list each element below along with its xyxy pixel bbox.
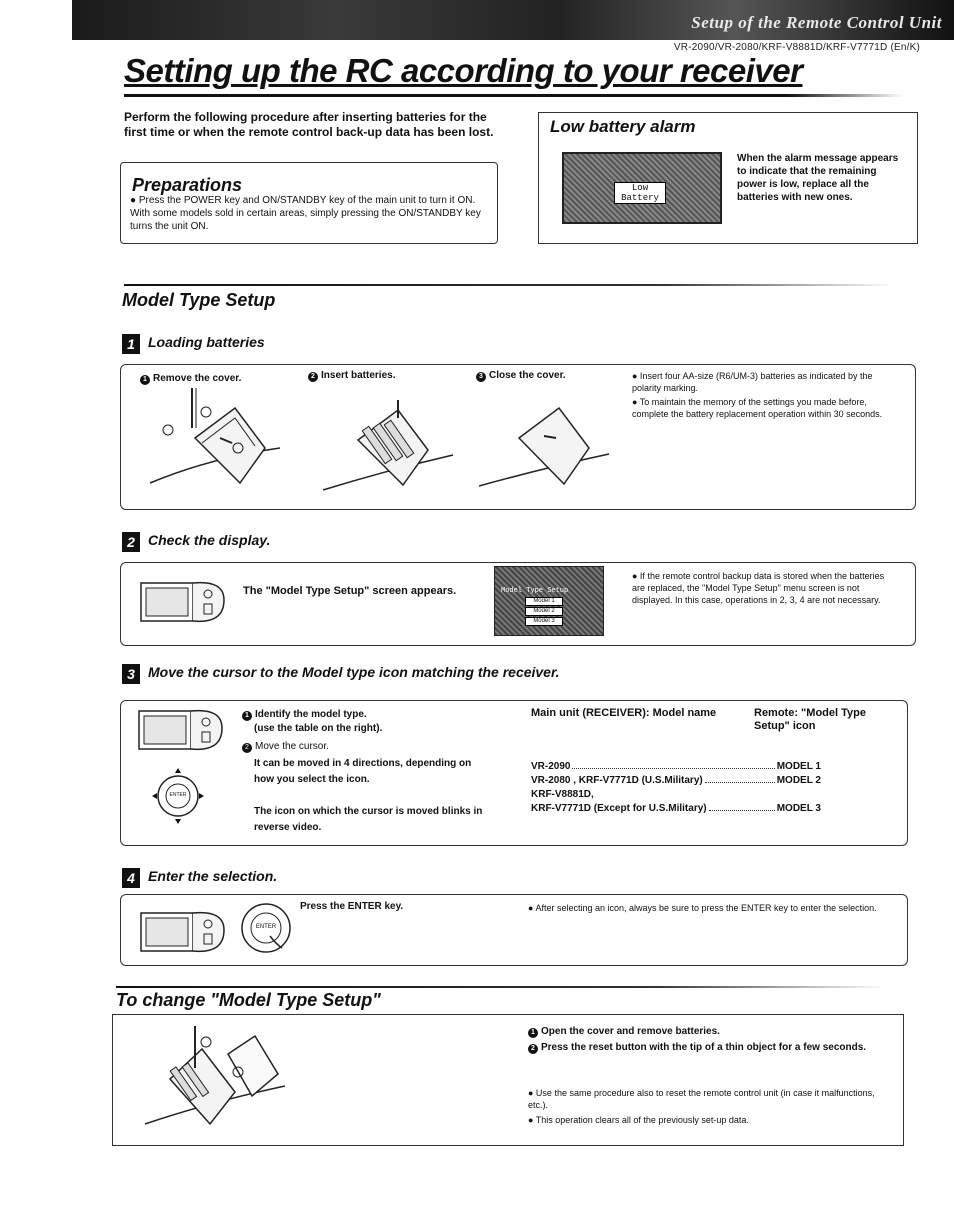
circle-number-1-icon: 1	[242, 711, 252, 721]
step-1-sub2: 2 Insert batteries.	[308, 369, 395, 382]
step-2-text: The "Model Type Setup" screen appears.	[243, 585, 457, 597]
low-battery-text: When the alarm message appears to indicate that the remaining power is low, replace all the batteries with new ones.	[737, 153, 899, 203]
circle-number-1-icon: 1	[528, 1028, 538, 1038]
step-3-title: Move the cursor to the Model type icon matching the receiver.	[148, 664, 560, 680]
step-4-text: Press the ENTER key.	[300, 901, 404, 912]
step-1-sub1: 1 Remove the cover.	[140, 372, 241, 385]
step-1-sub3: 3 Close the cover.	[476, 369, 566, 382]
dpad-enter-label: ENTER	[169, 792, 187, 798]
change-note-2: ● This operation clears all of the previously set-up data.	[528, 1115, 749, 1125]
circle-number-2-icon: 2	[308, 372, 318, 382]
remote-display-icon-3	[140, 910, 226, 956]
table-row: KRF-V8881D,	[531, 789, 594, 800]
low-battery-title: Low battery alarm	[550, 117, 696, 136]
change-setup-title: To change "Model Type Setup"	[116, 990, 381, 1010]
preparations-text: ● Press the POWER key and ON/STANDBY key of the main unit to turn it ON. With some models sold in certain areas, simply pressing the ON/STANDBY key turns the unit ON.	[130, 195, 481, 232]
remote-display-icon	[140, 580, 226, 626]
step-4-badge: 4	[122, 868, 140, 888]
step-4-note: ● After selecting an icon, always be sure to press the ENTER key to enter the selection.	[528, 903, 877, 913]
step-3-sub2b: It can be moved in 4 directions, depending on how you select the icon.	[254, 758, 472, 785]
table-head-right: Remote: "Model Type Setup" icon	[754, 707, 866, 732]
remove-cover-illustration	[140, 388, 290, 498]
table-row: VR-2090 MODEL 1	[531, 761, 821, 772]
step-3-badge: 3	[122, 664, 140, 684]
step-1-title: Loading batteries	[148, 334, 265, 350]
change-step-1: 1 Open the cover and remove batteries.	[528, 1025, 898, 1038]
circle-number-2-icon: 2	[528, 1044, 538, 1054]
preparations-title: Preparations	[132, 175, 243, 195]
intro-text: Perform the following procedure after inserting batteries for the first time or when the remote control back-up data has been lost.	[124, 110, 494, 139]
change-step-2: 2 Press the reset button with the tip of a thin object for a few seconds.	[528, 1041, 898, 1054]
cursor-dpad	[150, 766, 206, 826]
step-2-title: Check the display.	[148, 532, 271, 548]
remote-display-icon-2	[138, 708, 224, 754]
circle-number-3-icon: 3	[476, 372, 486, 382]
change-note-1: ● Use the same procedure also to reset the remote control unit (in case it malfunctions, etc.).	[528, 1088, 875, 1110]
table-head-left: Main unit (RECEIVER): Model name	[531, 707, 717, 719]
step-3-sub1b: (use the table on the right).	[254, 723, 383, 734]
table-row: VR-2080 , KRF-V7771D (U.S.Military) MODEL 2	[531, 775, 821, 786]
step-3-sub3: The icon on which the cursor is moved blinks in reverse video.	[254, 806, 483, 833]
circle-number-1-icon: 1	[140, 375, 150, 385]
screen-item-model-1: Model 1	[525, 597, 563, 606]
low-battery-label: Low Battery	[614, 182, 666, 204]
title-rule	[124, 94, 904, 97]
model-table	[531, 760, 821, 815]
step-3-sub2: 2 Move the cursor.	[242, 740, 329, 753]
enter-key-label: ENTER	[255, 924, 277, 930]
insert-batteries-illustration	[318, 400, 458, 500]
screen-item-model-3: Model 3	[525, 617, 563, 626]
close-cover-illustration	[474, 396, 614, 496]
circle-number-2-icon: 2	[242, 743, 252, 753]
page-title: Setting up the RC according to your receiver	[124, 52, 803, 89]
step-1-note-2: ● To maintain the memory of the settings you made before, complete the battery replacement operation within 30 seconds.	[632, 397, 883, 419]
section-rule-2	[116, 986, 886, 988]
step-4-title: Enter the selection.	[148, 868, 278, 884]
step-1-badge: 1	[122, 334, 140, 354]
model-type-setup-screen: Model Type Setup Model 1 Model 2 Model 3	[494, 566, 604, 636]
screen-item-model-2: Model 2	[525, 607, 563, 616]
table-row: KRF-V7771D (Except for U.S.Military) MODEL 3	[531, 803, 821, 814]
model-type-setup-title: Model Type Setup	[122, 290, 276, 310]
section-rule	[124, 284, 894, 286]
banner-title: Setup of the Remote Control Unit	[691, 13, 942, 32]
step-2-badge: 2	[122, 532, 140, 552]
enter-key-icon	[238, 900, 294, 956]
step-1-note-1: ● Insert four AA-size (R6/UM-3) batteries as indicated by the polarity marking.	[632, 371, 873, 393]
reset-button-illustration	[140, 1024, 290, 1134]
step-3-sub1: 1 Identify the model type.	[242, 708, 367, 721]
step-2-note: ● If the remote control backup data is stored when the batteries are replaced, the "Model Type Setup" menu screen is not displayed. In this case, operations in 2, 3, 4 are not necessary.	[632, 571, 885, 605]
model-codes: VR-2090/VR-2080/KRF-V8881D/KRF-V7771D (En/K)	[673, 42, 920, 53]
